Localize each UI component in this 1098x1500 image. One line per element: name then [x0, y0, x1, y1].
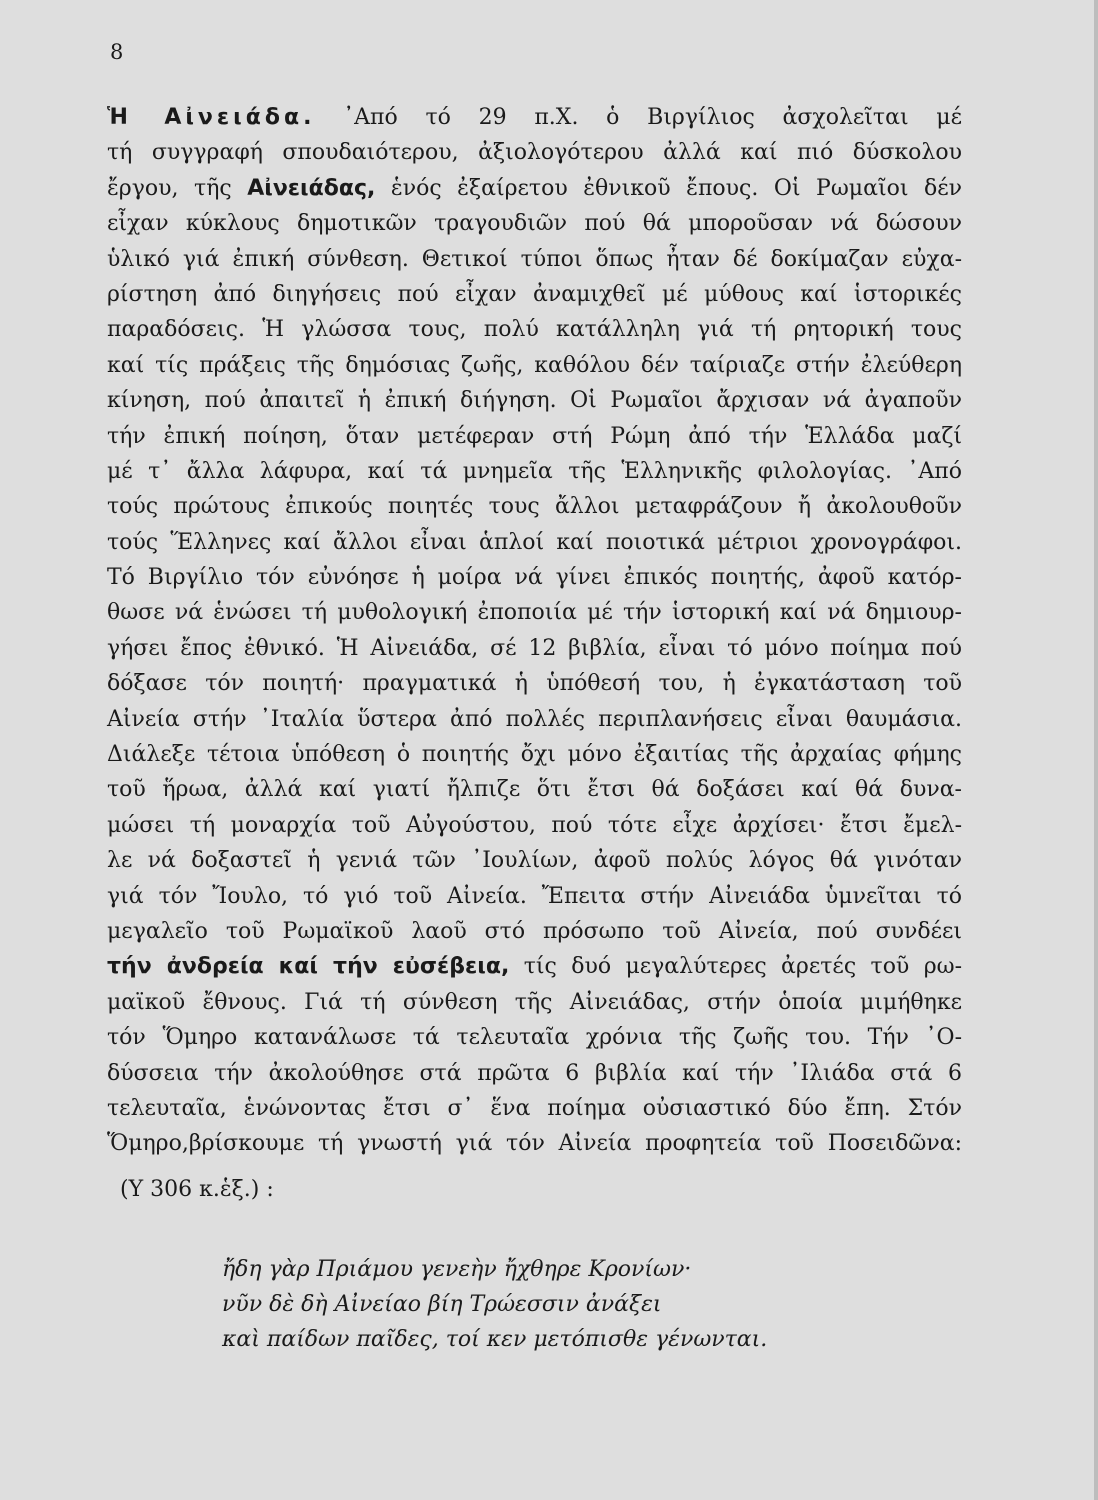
- text-line: τήν ἐπική ποίηση, ὅταν μετέφεραν στή Ρώμη ἀπό τήν Ἑλλάδα μαζί: [107, 423, 962, 449]
- verse-quote: [222, 1252, 767, 1357]
- bold-term: τήν ἀνδρεία καί τήν εὐσέβεια,: [107, 954, 510, 980]
- text-line: Τό Βιργίλιο τόν εὐνόησε ἡ μοίρα νά γίνει ἐπικός ποιητής, ἀφοῦ κατόρ-: [107, 565, 962, 591]
- verse-line: ἤδη γὰρ Πριάμου γενεὴν ἤχθηρε Κρονίων·: [222, 1257, 692, 1282]
- section-heading: Ἡ Αἰνειάδα.: [107, 105, 316, 130]
- text-line: τήν ἀνδρεία καί τήν εὐσέβεια, τίς δυό μεγαλύτερες ἀρετές τοῦ ρω-: [107, 954, 963, 980]
- page-edge: [1094, 0, 1098, 1500]
- text-line: τή συγγραφή σπουδαιότερου, ἀξιολογότερου ἀλλά καί πιό δύσκολου: [107, 140, 962, 166]
- text-line: μώσει τή μοναρχία τοῦ Αὐγούστου, πού τότε εἶχε ἀρχίσει· ἔτσι ἔμελ-: [107, 812, 962, 838]
- text-line: Ὅμηρο,βρίσκουμε τή γνωστή γιά τόν Αἰνεία προφητεία τοῦ Ποσειδῶνα:: [107, 1131, 962, 1157]
- text-line: τελευταῖα, ἑνώνοντας ἔτσι σ᾽ ἕνα ποίημα οὐσιαστικό δύο ἔπη. Στόν: [107, 1095, 962, 1121]
- text-line: ὑλικό γιά ἐπική σύνθεση. Θετικοί τύποι ὅπως ἦταν δέ δοκίμαζαν εὐχα-: [107, 246, 962, 272]
- text-line: εἶχαν κύκλους δημοτικῶν τραγουδιῶν πού θά μποροῦσαν νά δώσουν: [107, 211, 962, 237]
- verse-line: νῦν δὲ δὴ Αἰνείαο βίη Τρώεσσιν ἀνάξει: [222, 1292, 662, 1317]
- body-text: [107, 100, 962, 1162]
- citation-reference: (Υ 306 κ.ἑξ.) :: [120, 1177, 274, 1202]
- text-line: τούς Ἕλληνες καί ἄλλοι εἶναι ἁπλοί καί ποιοτικά μέτριοι χρονογράφοι.: [107, 529, 962, 555]
- text-line: παραδόσεις. Ἡ γλώσσα τους, πολύ κατάλληλη γιά τή ρητορική τους: [107, 317, 962, 343]
- text-line: μεγαλεῖο τοῦ Ρωμαϊκοῦ λαοῦ στό πρόσωπο τοῦ Αἰνεία, πού συνδέει: [107, 918, 962, 944]
- bold-term: Αἰνειάδας,: [247, 175, 376, 201]
- text-line: γιά τόν Ἴουλο, τό γιό τοῦ Αἰνεία. Ἔπειτα στήν Αἰνειάδα ὑμνεῖται τό: [107, 883, 962, 909]
- text-line: Διάλεξε τέτοια ὑπόθεση ὁ ποιητής ὄχι μόνο ἐξαιτίας τῆς ἀρχαίας φήμης: [107, 742, 962, 768]
- text-line: δόξασε τόν ποιητή· πραγματικά ἡ ὑπόθεσή του, ἡ ἐγκατάσταση τοῦ: [107, 671, 962, 697]
- text-line: δύσσεια τήν ἀκολούθησε στά πρῶτα 6 βιβλία καί τήν ᾽Ιλιάδα στά 6: [107, 1060, 962, 1086]
- text-line: λε νά δοξαστεῖ ἡ γενιά τῶν ᾽Ιουλίων, ἀφοῦ πολύς λόγος θά γινόταν: [107, 848, 962, 874]
- text-line: κίνηση, πού ἀπαιτεῖ ἡ ἐπική διήγηση. Οἱ Ρωμαῖοι ἄρχισαν νά ἀγαποῦν: [107, 388, 962, 414]
- text-line: Αἰνεία στήν ᾽Ιταλία ὕστερα ἀπό πολλές περιπλανήσεις εἶναι θαυμάσια.: [107, 706, 962, 732]
- text-line: γήσει ἔπος ἐθνικό. Ἡ Αἰνειάδα, σέ 12 βιβλία, εἶναι τό μόνο ποίημα πού: [107, 635, 962, 661]
- verse-line: καὶ παίδων παῖδες, τοί κεν μετόπισθε γένωνται.: [222, 1327, 768, 1352]
- text-line: μέ τ᾽ ἄλλα λάφυρα, καί τά μνημεῖα τῆς Ἑλληνικῆς φιλολογίας. ᾽Από: [107, 458, 962, 484]
- text-line: τόν Ὅμηρο κατανάλωσε τά τελευταῖα χρόνια τῆς ζωῆς του. Τήν ᾽Ο-: [107, 1025, 962, 1051]
- text-line: ἔργου, τῆς Αἰνειάδας, ἑνός ἐξαίρετου ἐθνικοῦ ἔπους. Οἱ Ρωμαῖοι δέν: [107, 175, 962, 201]
- text-line: καί τίς πράξεις τῆς δημόσιας ζωῆς, καθόλου δέν ταίριαζε στήν ἐλεύθερη: [107, 352, 962, 378]
- text-line: ρίστηση ἀπό διηγήσεις πού εἶχαν ἀναμιχθεῖ μέ μύθους καί ἱστορικές: [107, 281, 962, 307]
- text-line: τούς πρώτους ἐπικούς ποιητές τους ἄλλοι μεταφράζουν ἤ ἀκολουθοῦν: [107, 494, 962, 520]
- text-line: μαϊκοῦ ἔθνους. Γιά τή σύνθεση τῆς Αἰνειάδας, στήν ὁποία μιμήθηκε: [107, 989, 962, 1015]
- text-line: Ἡ Αἰνειάδα. ᾽Από τό 29 π.Χ. ὁ Βιργίλιος ἀσχολεῖται μέ: [107, 105, 962, 130]
- text-line: τοῦ ἥρωα, ἀλλά καί γιατί ἤλπιζε ὅτι ἔτσι θά δοξάσει καί θά δυνα-: [107, 777, 962, 803]
- text-line: θωσε νά ἑνώσει τή μυθολογική ἐποποιία μέ τήν ἱστορική καί νά δημιουρ-: [107, 600, 962, 626]
- page-number: 8: [110, 40, 124, 64]
